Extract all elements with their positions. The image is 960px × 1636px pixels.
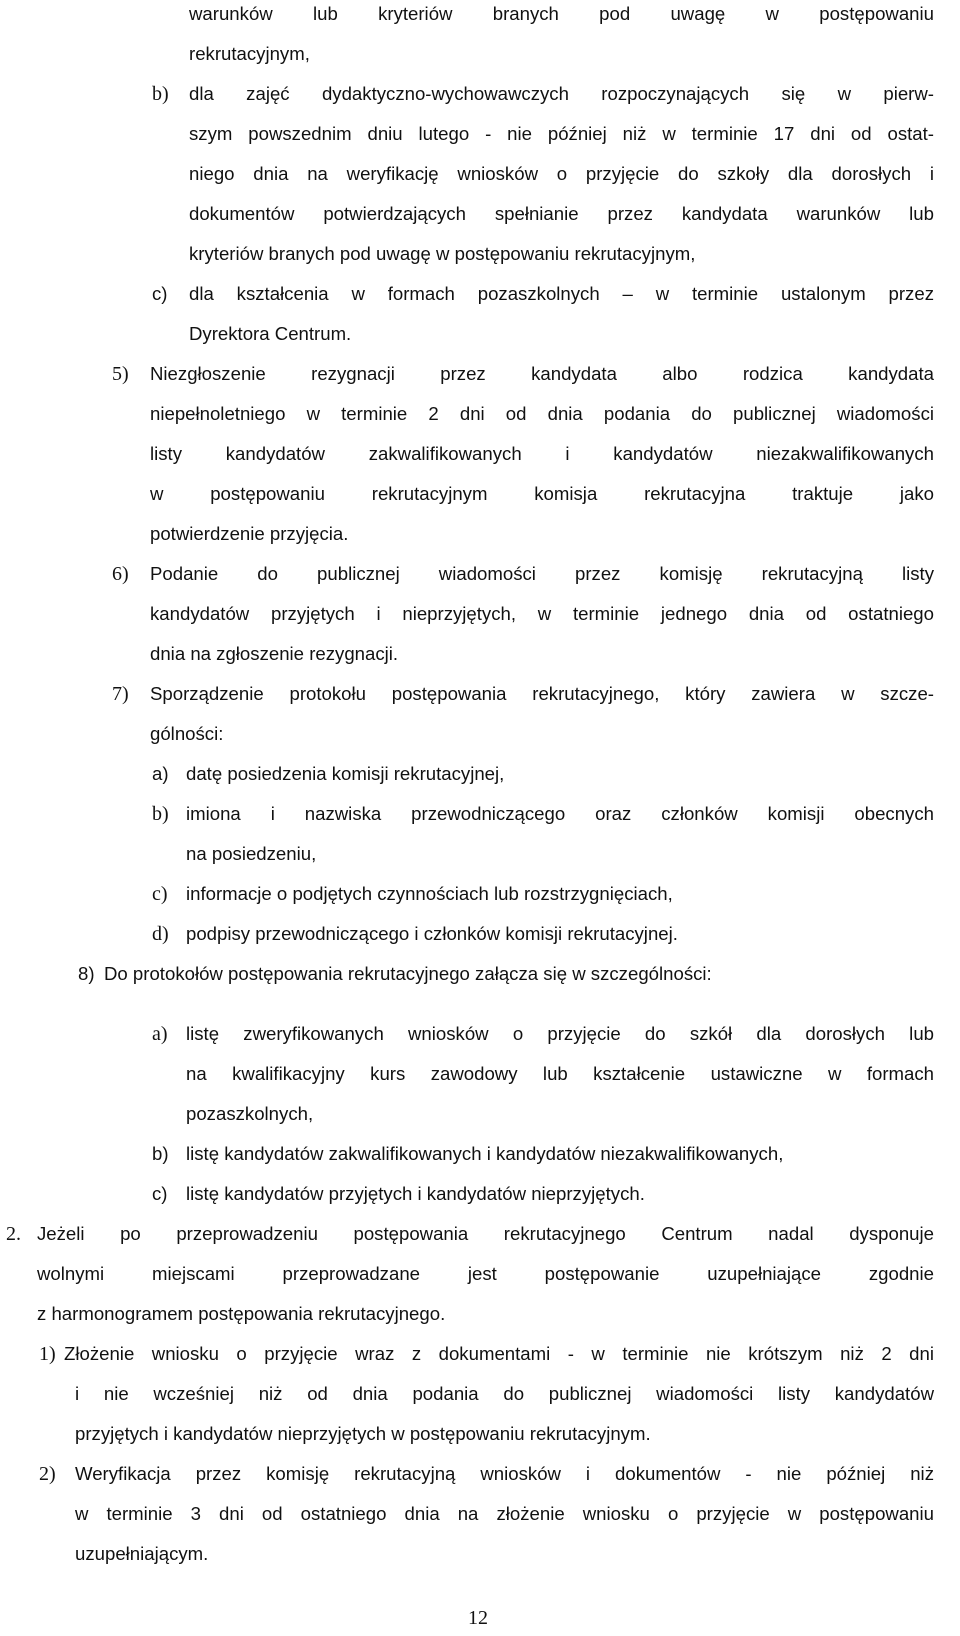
text-line: na posiedzeniu, xyxy=(186,843,317,864)
text-line: listę kandydatów przyjętych i kandydatów nieprzyjętych. xyxy=(186,1183,645,1204)
text-line: dnia na zgłoszenie rezygnacji. xyxy=(150,643,399,664)
text-line: Niezgłoszenie rezygnacji przez kandydata albo rodzica kandydata xyxy=(150,363,934,384)
text-line: dokumentów potwierdzających spełnianie przez kandydata warunków lub xyxy=(189,203,934,224)
text-line: listę zweryfikowanych wniosków o przyjęcie do szkół dla dorosłych lub xyxy=(186,1023,934,1044)
text-line: z harmonogramem postępowania rekrutacyjnego. xyxy=(37,1303,446,1324)
list-marker: 2) xyxy=(39,1463,56,1485)
text-line: kryteriów branych pod uwagę w postępowaniu rekrutacyjnym, xyxy=(189,243,696,264)
list-marker: 7) xyxy=(112,683,129,705)
list-marker: b) xyxy=(152,1143,169,1164)
list-marker: 5) xyxy=(112,363,129,385)
text-line: i nie wcześniej niż od dnia podania do publicznej wiadomości listy kandydatów xyxy=(75,1383,934,1404)
text-line: Weryfikacja przez komisję rekrutacyjną wniosków i dokumentów - nie później niż xyxy=(75,1463,934,1484)
list-marker: b) xyxy=(152,83,169,105)
text-line: uzupełniającym. xyxy=(75,1543,209,1564)
page-number: 12 xyxy=(468,1607,488,1629)
list-marker: c) xyxy=(152,1183,168,1204)
text-line: Podanie do publicznej wiadomości przez komisję rekrutacyjną listy xyxy=(150,563,934,584)
list-marker: a) xyxy=(152,763,169,784)
text-line: Sporządzenie protokołu postępowania rekrutacyjnego, który zawiera w szcze- xyxy=(150,683,934,704)
text-line: potwierdzenie przyjęcia. xyxy=(150,523,349,544)
text-line: Dyrektora Centrum. xyxy=(189,323,352,344)
text-line: na kwalifikacyjny kurs zawodowy lub kształcenie ustawiczne w formach xyxy=(186,1063,934,1084)
text-line: listę kandydatów zakwalifikowanych i kandydatów niezakwalifikowanych, xyxy=(186,1143,784,1164)
text-line: niepełnoletniego w terminie 2 dni od dnia podania do publicznej wiadomości xyxy=(150,403,934,424)
list-marker: a) xyxy=(152,1023,168,1045)
list-marker: d) xyxy=(152,923,169,945)
text-line: w terminie 3 dni od ostatniego dnia na złożenie wniosku o przyjęcie w postępowaniu xyxy=(75,1503,934,1524)
text-line: Złożenie wniosku o przyjęcie wraz z dokumentami - w terminie nie krótszym niż 2 dni xyxy=(64,1343,934,1364)
text-line: niego dnia na weryfikację wniosków o przyjęcie do szkoły dla dorosłych i xyxy=(189,163,934,184)
list-marker: c) xyxy=(152,883,168,905)
text-line: podpisy przewodniczącego i członków komisji rekrutacyjnej. xyxy=(186,923,678,944)
text-line: dla zajęć dydaktyczno-wychowawczych rozpoczynających się w pierw- xyxy=(189,83,934,104)
section-number: 2. xyxy=(6,1223,21,1245)
text-line: rekrutacyjnym, xyxy=(189,43,310,64)
text-line: Jeżeli po przeprowadzeniu postępowania rekrutacyjnego Centrum nadal dysponuje xyxy=(37,1223,934,1244)
text-line: dla kształcenia w formach pozaszkolnych – w terminie ustalonym przez xyxy=(189,283,934,304)
list-marker: b) xyxy=(152,803,169,825)
text-line: imiona i nazwiska przewodniczącego oraz członków komisji obecnych xyxy=(186,803,934,824)
text-line: informacje o podjętych czynnościach lub rozstrzygnięciach, xyxy=(186,883,673,904)
text-line: Do protokołów postępowania rekrutacyjnego załącza się w szczególności: xyxy=(104,963,712,984)
text-line: w postępowaniu rekrutacyjnym komisja rekrutacyjna traktuje jako xyxy=(150,483,934,504)
list-marker: 8) xyxy=(78,963,95,984)
text-line: gólności: xyxy=(150,723,224,744)
list-marker: 6) xyxy=(112,563,129,585)
text-line: listy kandydatów zakwalifikowanych i kandydatów niezakwalifikowanych xyxy=(150,443,934,464)
text-line: datę posiedzenia komisji rekrutacyjnej, xyxy=(186,763,505,784)
text-line: warunków lub kryteriów branych pod uwagę w postępowaniu xyxy=(189,3,934,24)
list-marker: 1) xyxy=(39,1343,56,1365)
text-line: pozaszkolnych, xyxy=(186,1103,314,1124)
text-line: przyjętych i kandydatów nieprzyjętych w postępowaniu rekrutacyjnym. xyxy=(75,1423,651,1444)
text-line: szym powszednim dniu lutego - nie później niż w terminie 17 dni od ostat- xyxy=(189,123,934,144)
text-line: wolnymi miejscami przeprowadzane jest postępowanie uzupełniające zgodnie xyxy=(37,1263,934,1284)
list-marker: c) xyxy=(152,283,168,304)
text-line: kandydatów przyjętych i nieprzyjętych, w terminie jednego dnia od ostatniego xyxy=(150,603,934,624)
